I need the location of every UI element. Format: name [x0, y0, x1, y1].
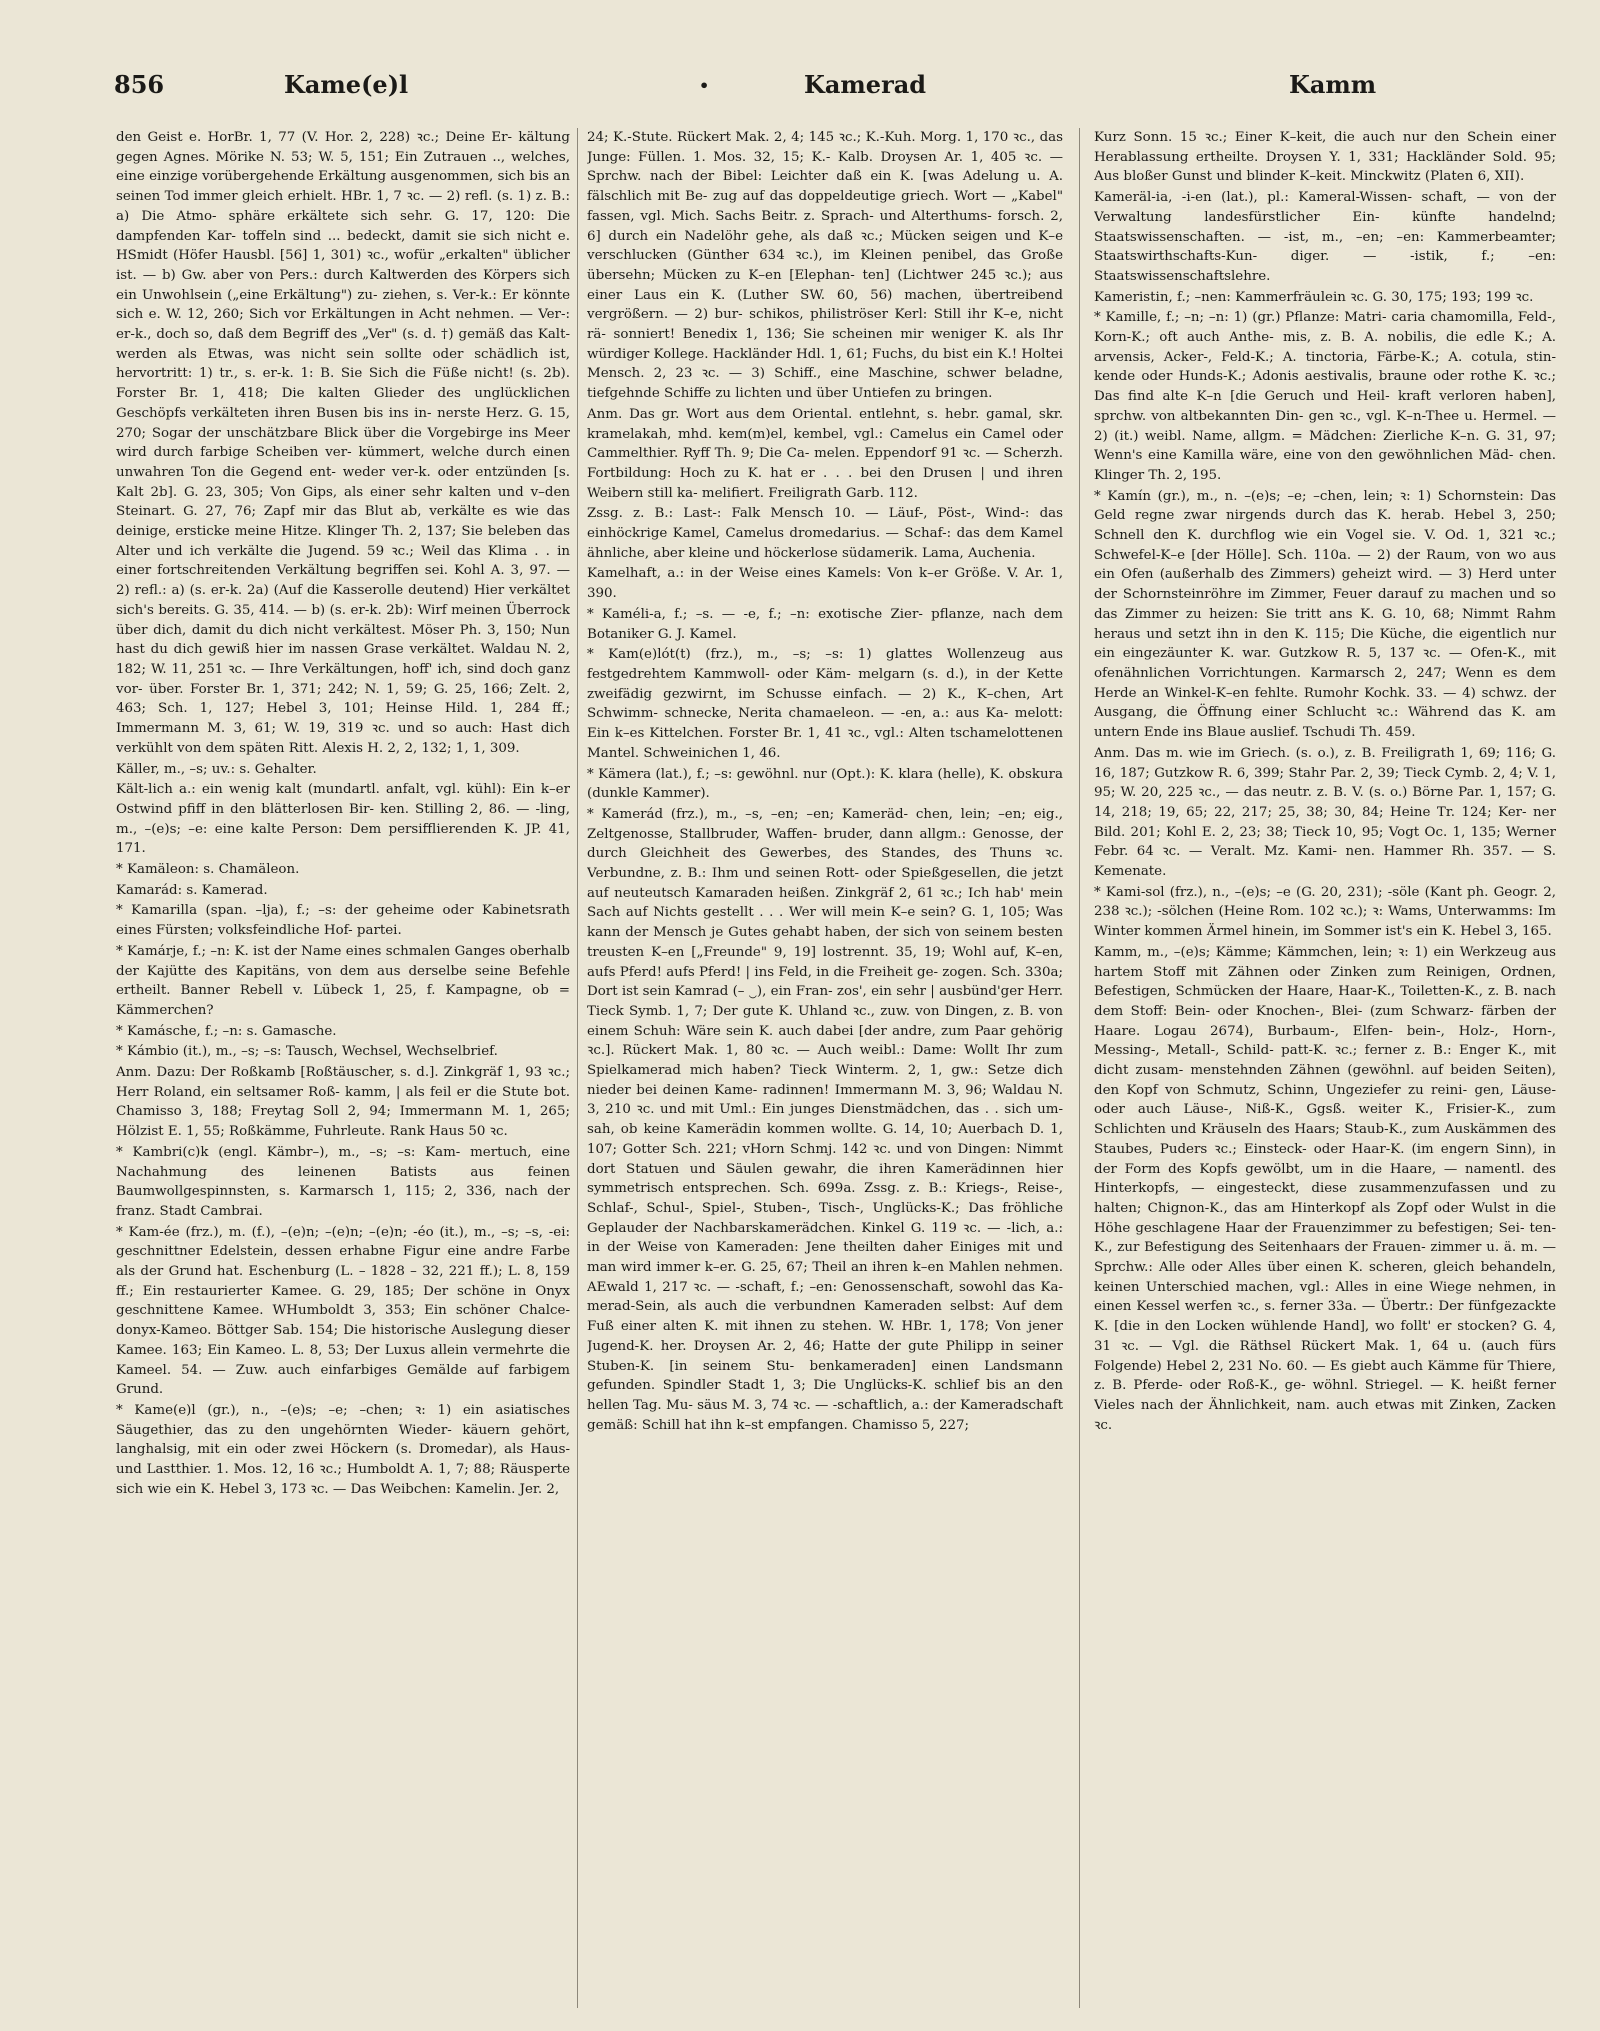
- dictionary-entry: Kameristin, f.; –nen: Kammerfräulein ꝛc. G. 30, 175; 193; 199 ꝛc.: [1094, 289, 1534, 305]
- column-1: [116, 128, 570, 2008]
- dictionary-entry: * Kamín (gr.), m., n. –(e)s; –e; –chen, lein; ꝛ: 1) Schornstein: Das Geld regne zwar nirgends durch das K. herab. Hebel 3, 250; Schnell den K. durchflog wie ein Vogel sie. V. Od. 1, 321 ꝛc.; Schwefel-K–e [der Hölle]. Sch. 110a. — 2) der Raum, von wo aus ein Ofen (außerhalb des Zimmers) geheizt wird. — 3) Herd unter der Schornsteinröhre im Zimmer, Feuer darauf zu machen und so das Zimmer zu heizen: Sie tritt ans K. G. 10, 68; Nimmt Rahm heraus und setzt ihn in den K. 115; Die Küche, die eigentlich nur ein eingezäunter K. war. Gutzkow R. 5, 137 ꝛc. — Ofen-K., mit ofenähnlichen Vorrichtungen. Karmarsch 2, 247; Wenn es dem Herde an Winkel-K–en fehlte. Rumohr Kochk. 33. — 4) schwz. der Ausgang, die Öffnung einer Schlucht ꝛc.: Während das K. am untern Ende ins Blaue auslief. Tschudi Th. 459.: [1094, 488, 1556, 741]
- column-3: [1094, 128, 1556, 2008]
- dictionary-entry: * Kam-ée (frz.), m. (f.), –(e)n; –(e)n; –(e)n; -éo (it.), m., –s; –s, -ei: geschnittner Edelstein, dessen erhabne Figur eine andre Farbe als der Grund hat. Eschenburg (L. – 1828 – 32, 221 ff.); L. 8, 159 ff.; Ein restaurierter Kamee. G. 29, 185; Der schöne in Onyx geschnittene Kamee. WHumboldt 3, 353; Ein schöner Chalce- donyx-Kameo. Böttger Sab. 154; Die historische Auslegung dieser Kamee. 163; Ein Kameo. L. 8, 53; Der Luxus allein vermehrte die Kameel. 54. — Zuw. auch einfarbiges Gemälde auf farbigem Grund.: [116, 1224, 570, 1398]
- dictionary-entry: * Kámbio (it.), m., –s; –s: Tausch, Wechsel, Wechselbrief.: [116, 1044, 498, 1060]
- dictionary-entry: Zssg. z. B.: Last-: Falk Mensch 10. — Läuf-, Pöst-, Wind-: das einhöckrige Kamel, Camelus dromedarius. — Schaf-: das dem Kamel ähnliche, aber kleine und höckerlose südamerik. Lama, Auchenia.: [587, 506, 1063, 561]
- dictionary-entry: * Kamarilla (span. –lja), f.; –s: der geheime oder Kabinetsrath eines Fürsten; volksfeindliche Hof- partei.: [116, 903, 570, 939]
- dictionary-entry: Kamm, m., –(e)s; Kämme; Kämmchen, lein; ꝛ: 1) ein Werkzeug aus hartem Stoff mit Zähnen oder Zinken zum Reinigen, Ordnen, Befestigen, Schmücken der Haare, Haar-K., Toiletten-K., z. B. nach dem Stoff: Bein- oder Knochen-, Blei- (zum Schwarz- färben der Haare. Logau 2674), Burbaum-, Elfen- bein-, Holz-, Horn-, Messing-, Metall-, Schild- patt-K. ꝛc.; ferner z. B.: Enger K., mit dicht zusam- menstehnden Zähnen (gewöhnl. auf beiden Seiten), den Kopf von Schmutz, Schinn, Ungeziefer zu reini- gen, Läuse- oder auch Läuse-, Niß-K., Ggsß. weiter K., Frisier-K., zum Schlichten und Kräuseln des Haars; Staub-K., zum Auskämmen des Staubes, Puders ꝛc.; Einsteck- oder Haar-K. (im engern Sinn), in der Form des Kopfs gewölbt, um in die Haare, — namentl. des Hinterkopfs, — eingesteckt, diese zusammenzufassen und zu halten; Chignon-K., das am Hinterkopf als Zopf oder Wulst in die Höhe geschlagene Haar der Frauenzimmer zu befestigen; Sei- ten-K., zur Befestigung des Seitenhaars der Frauen- zimmer u. ä. m. — Sprchw.: Alle oder Alles über einen K. scheren, gleich behandeln, keinen Unterschied machen, vgl.: Alles in eine Wiege nehmen, in einen Kessel werfen ꝛc., s. ferner 33a. — Übertr.: Der fünfgezackte K. [die in den Locken wühlende Hand], wo follt' er stocken? G. 4, 31 ꝛc. — Vgl. die Räthsel Rückert Mak. 1, 64 u. (auch fürs Folgende) Hebel 2, 231 No. 60. — Es giebt auch Kämme für Thiere, z. B. Pferde- oder Roß-K., ge- wöhnl. Striegel. — K. heißt ferner Vieles nach der Ähnlichkeit, nam. auch etwas mit Zinken, Zacken ꝛc.: [1094, 944, 1556, 1433]
- dictionary-entry: Anm. Das gr. Wort aus dem Oriental. entlehnt, s. hebr. gamal, skr. kramelakah, mhd. kem(m)el, kembel, vgl.: Camelus ein Camel oder Cammelthier. Ryff Th. 9; Die Ca- melen. Eppendorf 91 ꝛc. — Scherzh. Fortbildung: Hoch zu K. hat er . . . bei den Drusen | und ihren Weibern still ka- melifiert. Freiligrath Garb. 112.: [587, 406, 1063, 501]
- dictionary-entry: * Kami-sol (frz.), n., –(e)s; –e (G. 20, 231); -söle (Kant ph. Geogr. 2, 238 ꝛc.); -sölchen (Heine Rom. 102 ꝛc.); ꝛ: Wams, Unterwamms: Im Winter kommen Ärmel hinein, im Sommer ist's ein K. Hebel 3, 165.: [1094, 884, 1556, 940]
- dictionary-entry: * Kamille, f.; –n; –n: 1) (gr.) Pflanze: Matri- caria chamomilla, Feld-, Korn-K.; oft auch Anthe- mis, z. B. A. nobilis, die edle K.; A. arvensis, Acker-, Feld-K.; A. tinctoria, Färbe-K.; A. cotula, stin- kende oder Hunds-K.; Adonis aestivalis, braune oder rothe K. ꝛc.; Das find alte K–n [die Geruch und Heil- kraft verloren haben], sprchw. von altbekannten Din- gen ꝛc., vgl. K–n-Thee u. Hermel. — 2) (it.) weibl. Name, allgm. = Mädchen: Zierliche K–n. G. 31, 97; Wenn's eine Kamilla wäre, eine von den gewöhnlichen Mäd- chen. Klinger Th. 2, 195.: [1094, 310, 1556, 483]
- dictionary-entry: * Kamäleon: s. Chamäleon.: [116, 862, 300, 878]
- column-rule-1: [577, 128, 578, 2008]
- dictionary-entry: * Kamárje, f.; –n: K. ist der Name eines schmalen Ganges oberhalb der Kajütte des Kapitäns, von dem aus derselbe seine Befehle ertheilt. Banner Rebell v. Lübeck 1, 25, f. Kampagne, ob = Kämmerchen?: [116, 943, 570, 1018]
- dictionary-entry: Kurz Sonn. 15 ꝛc.; Einer K–keit, die auch nur den Schein einer Herablassung ertheilte. Droysen Y. 1, 331; Hackländer Sold. 95; Aus bloßer Gunst und blinder K–keit. Minckwitz (Platen 6, XII).: [1094, 130, 1556, 185]
- left-guide-word: Kame(e)l: [284, 70, 409, 99]
- dictionary-entry: * Kam(e)lót(t) (frz.), m., –s; –s: 1) glattes Wollenzeug aus festgedrehtem Kammwoll- oder Käm- melgarn (s. d.), in der Kette zweifädig gezwirnt, im Schusse einfach. — 2) K., K–chen, Art Schwimm- schnecke, Nerita chamaeleon. — -en, a.: aus Ka- melott: Ein k–es Kittelchen. Forster Br. 1, 41 ꝛc., vgl.: Alten tschamelottenen Mantel. Schweinichen 1, 46.: [587, 647, 1063, 761]
- dictionary-entry: Käller, m., –s; uv.: s. Gehalter.: [116, 761, 317, 777]
- column-rule-2: [1079, 128, 1080, 2008]
- dictionary-entry: Kameräl-ia, -i-en (lat.), pl.: Kameral-Wissen- schaft, — von der Verwaltung landesfürstlicher Ein- künfte handelnd; Staatswissenschaften. — -ist, m., –en; –en: Kammerbeamter; Staatswirthschafts-Kun- diger. — -istik, f.; –en: Staatswissenschaftslehre.: [1094, 190, 1556, 284]
- header-ornament: •: [699, 76, 710, 95]
- dictionary-entry: * Kaméli-a, f.; –s. — -e, f.; –n: exotische Zier- pflanze, nach dem Botaniker G. J. Kamel.: [587, 606, 1063, 642]
- dictionary-entry: Anm. Das m. wie im Griech. (s. o.), z. B. Freiligrath 1, 69; 116; G. 16, 187; Gutzkow R. 6, 399; Stahr Par. 2, 39; Tieck Cymb. 2, 4; V. 1, 95; W. 20, 225 ꝛc., — das neutr. z. B. V. (s. o.) Börne Par. 1, 157; G. 14, 218; 19, 65; 22, 217; 25, 38; 30, 84; Heine Tr. 124; Ker- ner Bild. 201; Kohl E. 2, 23; 38; Tieck 10, 95; Vogt Oc. 1, 135; Werner Febr. 64 ꝛc. — Veralt. Mz. Kami- nen. Hammer Rh. 357. — S. Kemenate.: [1094, 745, 1556, 880]
- dictionary-entry: 24; K.-Stute. Rückert Mak. 2, 4; 145 ꝛc.; K.-Kuh. Morg. 1, 170 ꝛc., das Junge: Füllen. 1. Mos. 32, 15; K.- Kalb. Droysen Ar. 1, 405 ꝛc. — Sprchw. nach der Bibel: Leichter daß ein K. [was Adelung u. A. fälschlich mit Be- zug auf das doppeldeutige griech. Wort — „Kabel" fassen, vgl. Mich. Sachs Beitr. z. Sprach- und Alterthums- forsch. 2, 6] durch ein Nadelöhr gehe, als daß ꝛc.; Mücken seigen und K–e verschlucken (Günther 634 ꝛc.), im Kleinen penibel, das Große übersehn; Mücken zu K–en [Elephan- ten] (Lichtwer 245 ꝛc.); aus einer Laus ein K. (Luther SW. 60, 56) machen, übertreibend vergrößern. — 2) bur- schikos, philiströser Kerl: Still ihr K–e, nicht rä- sonniert! Benedix 1, 136; Sie scheinen mir weniger K. als Ihr würdiger Kollege. Hackländer Hdl. 1, 61; Fuchs, du bist ein K.! Holtei Mensch. 2, 23 ꝛc. — 3) Schiff., eine Maschine, schwer beladne, tiefgehnde Schiffe zu lichten und über Untiefen zu bringen.: [587, 130, 1063, 402]
- dictionary-entry: * Kämera (lat.), f.; –s: gewöhnl. nur (Opt.): K. klara (helle), K. obskura (dunkle Kammer).: [587, 766, 1063, 802]
- center-guide-word: Kamerad: [804, 70, 927, 99]
- dictionary-entry: Anm. Dazu: Der Roßkamb [Roßtäuscher, s. d.]. Zinkgräf 1, 93 ꝛc.; Herr Roland, ein seltsamer Roß- kamm, | als feil er die Stute bot. Chamisso 3, 188; Freytag Soll 2, 94; Immermann M. 1, 265; Hölzist E. 1, 55; Roßkämme, Fuhrleute. Rank Haus 50 ꝛc.: [116, 1065, 570, 1140]
- dictionary-entry: * Kame(e)l (gr.), n., –(e)s; –e; –chen; ꝛ: 1) ein asiatisches Säugethier, das zu den ungehörnten Wieder- käuern gehört, langhalsig, mit ein oder zwei Höckern (s. Dromedar), als Haus- und Lastthier. 1. Mos. 12, 16 ꝛc.; Humboldt A. 1, 7; 88; Räusperte sich wie ein K. Hebel 3, 173 ꝛc. — Das Weibchen: Kamelin. Jer. 2,: [116, 1403, 570, 1497]
- dictionary-entry: * Kamerád (frz.), m., –s, –en; –en; Kameräd- chen, lein; –en; eig., Zeltgenosse, Stallbruder, Waffen- bruder, dann allgm.: Genosse, der durch Gleichheit des Gewerbes, des Standes, des Thuns ꝛc. Verbundne, z. B.: Ihm und seinen Rott- oder Spießgesellen, die jetzt auf neuteutsch Kamaraden heißen. Zinkgräf 2, 61 ꝛc.; Ich hab' mein Sach auf Nichts gestellt . . . Wer will mein K–e sein? G. 1, 105; Was kann der Mensch je Gutes gehabt haben, der sich von seinem besten treusten K–en [„Freunde" 9, 19] lostrennt. 35, 19; Wohl auf, K–en, aufs Pferd! aufs Pferd! | ins Feld, in die Freiheit ge- zogen. Sch. 330a; Dort ist sein Kamrad (– ‿), ein Fran- zos', ein sehr | ausbünd'ger Herr. Tieck Symb. 1, 7; Der gute K. Uhland ꝛc., zuw. von Dingen, z. B. von einem Schuh: Wäre sein K. auch dabei [der andre, zum Paar gehörig ꝛc.]. Rückert Mak. 1, 80 ꝛc. — Auch weibl.: Dame: Wollt Ihr zum Spielkamerad mich haben? Tieck Winterm. 2, 1, gw.: Setze dich nieder bei deinen Kame- radinnen! Immermann M. 3, 96; Waldau N. 3, 210 ꝛc. und mit Uml.: Ein junges Dienstmädchen, das . . sich um- sah, ob keine Kamerädin kommen wollte. G. 14, 10; Auerbach D. 1, 107; Gotter Sch. 221; vHorn Schmj. 142 ꝛc. und von Dingen: Nimmt dort Statuen und Säulen gewahr, die ihren Kamerädinnen hier symmetrisch entsprechen. Sch. 699a. Zssg. z. B.: Kriegs-, Reise-, Schlaf-, Schul-, Spiel-, Stuben-, Tisch-, Unglücks-K.; Das fröhliche Geplauder der Nachbarskamerädchen. Kinkel G. 119 ꝛc. — -lich, a.: in der Weise von Kameraden: Jene theilten daher Einiges mit und man wird immer k–er. G. 25, 67; Theil an ihren k–en Mahlen nehmen. AEwald 1, 217 ꝛc. — -schaft, f.; –en: Genossenschaft, sowohl das Ka- merad-Sein, als auch die verbundnen Kameraden selbst: Auf dem Fuß einer alten K. mit ihnen zu stehen. W. HBr. 1, 178; Von jener Jugend-K. her. Droysen Ar. 2, 46; Hatte der gute Philipp in seiner Stuben-K. [in seinem Stu- benkameraden] einen Landsmann gefunden. Spindler Stadt 1, 3; Die Unglücks-K. schlief bis an den hellen Tag. Mu- säus M. 3, 74 ꝛc. — -schaftlich, a.: der Kameradschaft gemäß: Schill hat ihn k–st empfangen. Chamisso 5, 227;: [587, 806, 1063, 1433]
- running-header: [114, 70, 1377, 110]
- dictionary-entry: Kält-lich a.: ein wenig kalt (mundartl. anfalt, vgl. kühl): Ein k–er Ostwind pfiff in den blätterlosen Bir- ken. Stilling 2, 86. — -ling, m., –(e)s; –e: eine kalte Person: Dem persifflierenden K. JP. 41, 171.: [116, 782, 570, 857]
- column-2: [587, 128, 1063, 2008]
- page-number: 856: [114, 70, 165, 99]
- dictionary-entry: Kamelhaft, a.: in der Weise eines Kamels: Von k–er Größe. V. Ar. 1, 390.: [587, 566, 1063, 602]
- dictionary-entry: Kamarád: s. Kamerad.: [116, 882, 268, 898]
- dictionary-entry: * Kambri(c)k (engl. Kämbr–), m., –s; –s: Kam- mertuch, eine Nachahmung des leinenen Batists aus feinen Baumwollgespinnsten, s. Karmarsch 1, 115; 2, 336, nach der franz. Stadt Cambrai.: [116, 1144, 570, 1219]
- dictionary-entry: den Geist e. HorBr. 1, 77 (V. Hor. 2, 228) ꝛc.; Deine Er- kältung gegen Agnes. Mörike N. 53; W. 5, 151; Ein Zutrauen .., welches, eine einzige vorübergehende Erkältung ausgenommen, sich bis an seinen Tod immer gleich erhielt. HBr. 1, 7 ꝛc. — 2) refl. (s. 1) z. B.: a) Die Atmo- sphäre erkältete sich sehr. G. 17, 120: Die dampfenden Kar- toffeln sind ... bedeckt, damit sie sich nicht e. HSmidt (Höfer Hausbl. [56] 1, 301) ꝛc., wofür „erkalten" üblicher ist. — b) Gw. aber von Pers.: durch Kaltwerden des Körpers sich ein Unwohlsein („eine Erkältung") zu- ziehen, s. Ver-k.: Er könnte sich e. W. 12, 260; Sich vor Erkältungen in Acht nehmen. — Ver-: er-k., doch so, daß dem Begriff des „Ver" (s. d. †) gemäß das Kalt- werden als Etwas, was nicht sein sollte oder schädlich ist, hervortritt: 1) tr., s. er-k. 1: B. Sie Sich die Füße nicht! (s. 2b). Forster Br. 1, 418; Die kalten Glieder des unglücklichen Geschöpfs verkälteten ihren Busen bis ins in- nerste Herz. G. 15, 270; Sogar der unschätzbare Blick über die Vorgebirge ins Meer wird durch farbige Scheiben ver- kümmert, welche durch einen unwahren Ton die Gegend ent- weder ver-k. oder entzünden [s. Kalt 2b]. G. 23, 305; Von Gips, als einer sehr kalten und v–den Steinart. G. 27, 76; Zapf mir das Blut ab, verkälte es wie das deinige, ersticke meine Hitze. Klinger Th. 2, 137; Sie beleben das Alter und ich verkälte die Jugend. 59 ꝛc.; Weil das Klima . . in einer fortschreitenden Verkältung begriffen sei. Kohl A. 3, 97. — 2) refl.: a) (s. er-k. 2a) (Auf die Kasserolle deutend) Hier verkältet sich's bereits. G. 35, 414. — b) (s. er-k. 2b): Wirf meinen Überrock über dich, damit du dich nicht verkältest. Möser Ph. 3, 150; Nun hast du dich gewiß hier im nassen Grase verkältet. Waldau N. 2, 182; W. 11, 251 ꝛc. — Ihre Verkältungen, hoff' ich, sind doch ganz vor- über. Forster Br. 1, 371; 242; N. 1, 59; G. 25, 166; Zelt. 2, 463; Sch. 1, 127; Hebel 3, 101; Heinse Hild. 1, 284 ff.; Immermann M. 3, 61; W. 19, 319 ꝛc. und so auch: Hast dich verkühlt von dem späten Ritt. Alexis H. 2, 2, 132; 1, 1, 309.: [116, 130, 570, 756]
- right-guide-word: Kamm: [1289, 70, 1377, 99]
- dictionary-entry: * Kamásche, f.; –n: s. Gamasche.: [116, 1023, 337, 1039]
